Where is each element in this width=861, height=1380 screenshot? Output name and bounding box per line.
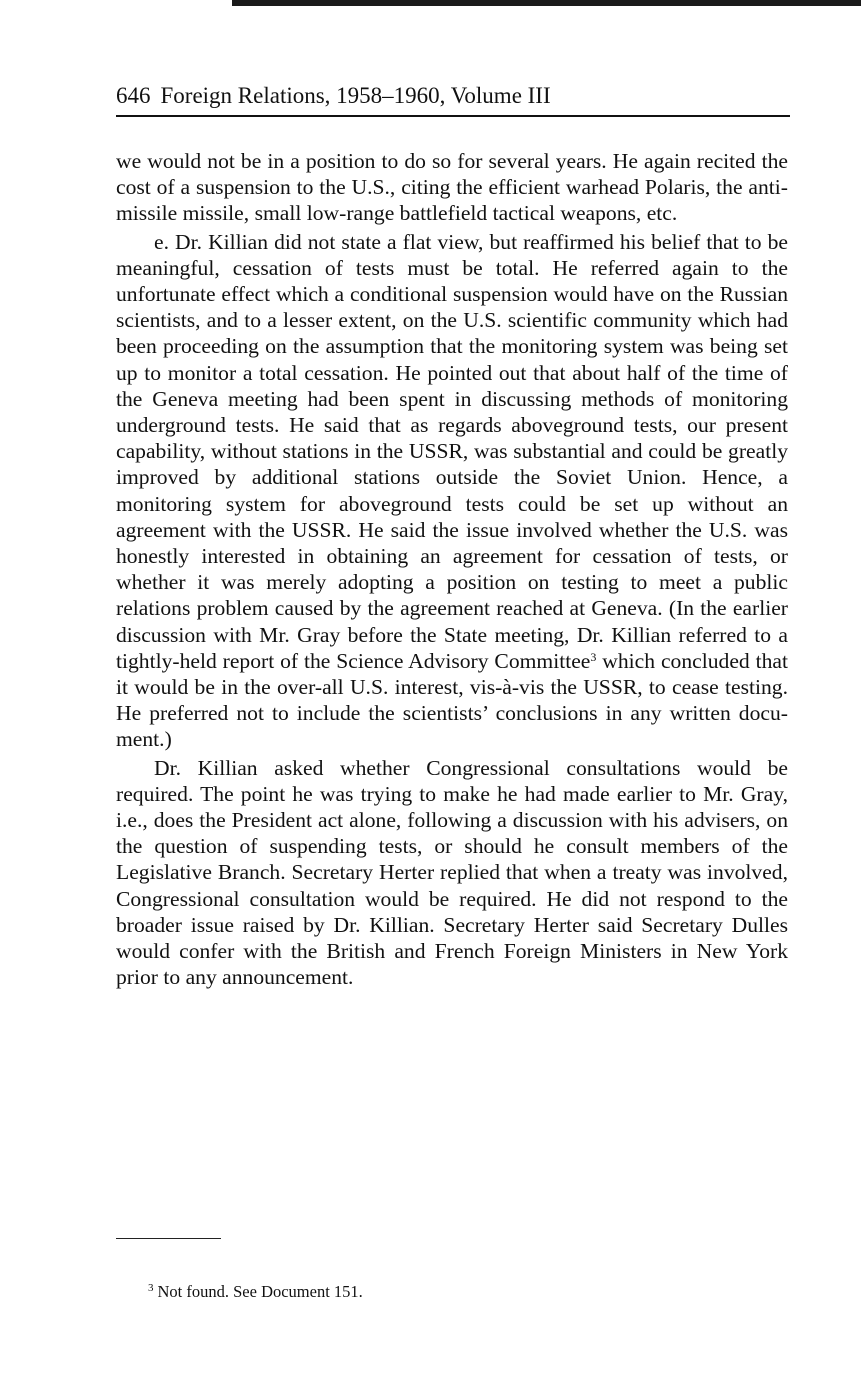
header-rule xyxy=(116,115,790,117)
paragraph-text-after: which concluded that it would be in the over-all U.S. interest, vis-à-vis the USSR, to cease testing. He preferred not to include the scientists’ conclusions in any written document.) xyxy=(116,648,788,752)
paragraph-e xyxy=(116,229,788,753)
paragraph-congressional xyxy=(116,755,788,991)
footnote-marker: 3 xyxy=(148,1282,154,1294)
running-header xyxy=(116,82,790,110)
body-text xyxy=(116,148,788,991)
paragraph-text: we would not be in a position to do so for several years. He again recited the cost of a suspension to the U.S., citing the efficient warhead Polaris, the anti-missile missile, small low-range battlefield tactical weapons, etc. xyxy=(116,149,788,226)
footnote-rule xyxy=(116,1238,221,1239)
running-title: Foreign Relations, 1958–1960, Volume III xyxy=(160,83,551,108)
footnote xyxy=(148,1282,788,1302)
paragraph-text: e. Dr. Killian did not state a flat view, but reaffirmed his belief that to be meaningful, cessation of tests must be total. He referred again to the unfortunate effect which a conditional suspension would have on the Russian scientists, and to a lesser extent, on the U.S. scientific community which had been proceeding on the assumption that the monitoring system was being set up to monitor a total cessation. He pointed out that about half of the time of the Geneva meeting had been spent in discussing methods of monitoring underground tests. He said that as regards aboveground tests, our present capability, without stations in the USSR, was substantial and could be greatly improved by additional stations outside the Soviet Union. Hence, a monitoring system for aboveground tests could be set up without an agreement with the USSR. He said the issue involved whether the U.S. was honestly interested in obtaining an agreement for cessation of tests, or whether it was merely adopting a position on testing to meet a public relations problem caused by the agreement reached at Geneva. (In the earlier discussion with Mr. Gray before the State meeting, Dr. Killian referred to a tightly-held report of the Science Advisory Committee xyxy=(116,229,788,673)
footnote-text: Not found. See Document 151. xyxy=(157,1282,363,1301)
footnote-reference: 3 xyxy=(590,649,597,664)
paragraph-continued xyxy=(116,148,788,227)
paragraph-text: Dr. Killian asked whether Congressional consultations would be required. The point he was trying to make he had made earlier to Mr. Gray, i.e., does the President act alone, following a discussion with his advisers, on the question of suspending tests, or should he consult members of the Legislative Branch. Secretary Herter replied that when a treaty was involved, Congressional consultation would be required. He did not respond to the broader issue raised by Dr. Killian. Secretary Herter said Secretary Dulles would confer with the British and French Foreign Ministers in New York prior to any announcement. xyxy=(116,755,788,990)
top-edge-rule xyxy=(232,0,861,6)
page-number: 646 xyxy=(116,83,151,108)
